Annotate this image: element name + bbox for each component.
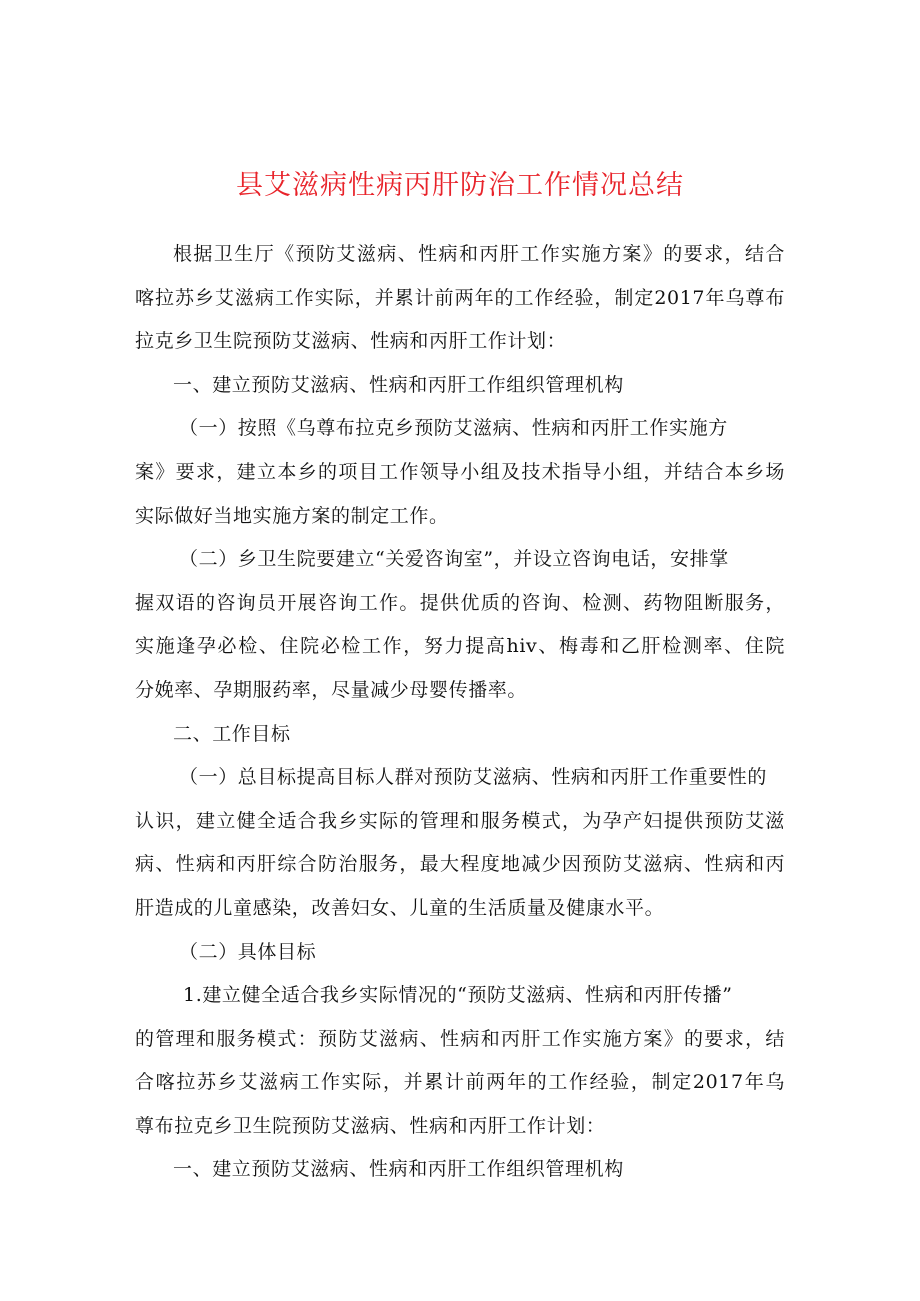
paragraph-line: 实施逢孕必检、住院必检工作，努力提高hiv、梅毒和乙肝检测率、住院 (135, 635, 785, 658)
paragraph-line: 肝造成的儿童感染，改善妇女、儿童的生活质量及健康水平。 (135, 896, 665, 919)
section-heading: 一、建立预防艾滋病、性病和丙肝工作组织管理机构 (173, 373, 624, 396)
paragraph-line: 实际做好当地实施方案的制定工作。 (135, 504, 449, 527)
paragraph-line: 的管理和服务模式：预防艾滋病、性病和丙肝工作实施方案》的要求，结 (135, 1027, 785, 1050)
paragraph-line: （一）按照《乌尊布拉克乡预防艾滋病、性病和丙肝工作实施方 (179, 417, 728, 440)
paragraph-line: 病、性病和丙肝综合防治服务，最大程度地减少因预防艾滋病、性病和丙 (135, 853, 785, 876)
paragraph-line: 分娩率、孕期服药率，尽量减少母婴传播率。 (135, 678, 528, 701)
paragraph-line: 根据卫生厅《预防艾滋病、性病和丙肝工作实施方案》的要求，结合 (173, 243, 785, 265)
paragraph-line: 拉克乡卫生院预防艾滋病、性病和丙肝工作计划： (135, 330, 567, 353)
document-title: 县艾滋病性病丙肝防治工作情况总结 (236, 170, 684, 201)
paragraph-line: 喀拉苏乡艾滋病工作实际，并累计前两年的工作经验，制定2017年乌尊布 (135, 286, 785, 309)
paragraph-line: 合喀拉苏乡艾滋病工作实际，并累计前两年的工作经验，制定2017年乌 (135, 1071, 785, 1094)
paragraph-line: 尊布拉克乡卫生院预防艾滋病、性病和丙肝工作计划： (135, 1114, 606, 1137)
paragraph-line: 认识，建立健全适合我乡实际的管理和服务模式，为孕产妇提供预防艾滋 (135, 809, 785, 832)
document-body (135, 233, 785, 1192)
paragraph-line: 案》要求，建立本乡的项目工作领导小组及技术指导小组，并结合本乡场 (135, 460, 785, 483)
paragraph-line: （二）乡卫生院要建立“关爱咨询室”，并设立咨询电话，安排掌 (179, 548, 729, 571)
paragraph-line: 1.建立健全适合我乡实际情况的“预防艾滋病、性病和丙肝传播” (183, 984, 733, 1007)
section-heading: 二、工作目标 (173, 722, 291, 745)
paragraph-line: 握双语的咨询员开展咨询工作。提供优质的咨询、检测、药物阻断服务， (135, 591, 785, 614)
subsection-heading: （二）具体目标 (179, 940, 317, 963)
paragraph-line: （一）总目标提高目标人群对预防艾滋病、性病和丙肝工作重要性的 (179, 766, 768, 789)
section-heading: 一、建立预防艾滋病、性病和丙肝工作组织管理机构 (173, 1158, 624, 1181)
